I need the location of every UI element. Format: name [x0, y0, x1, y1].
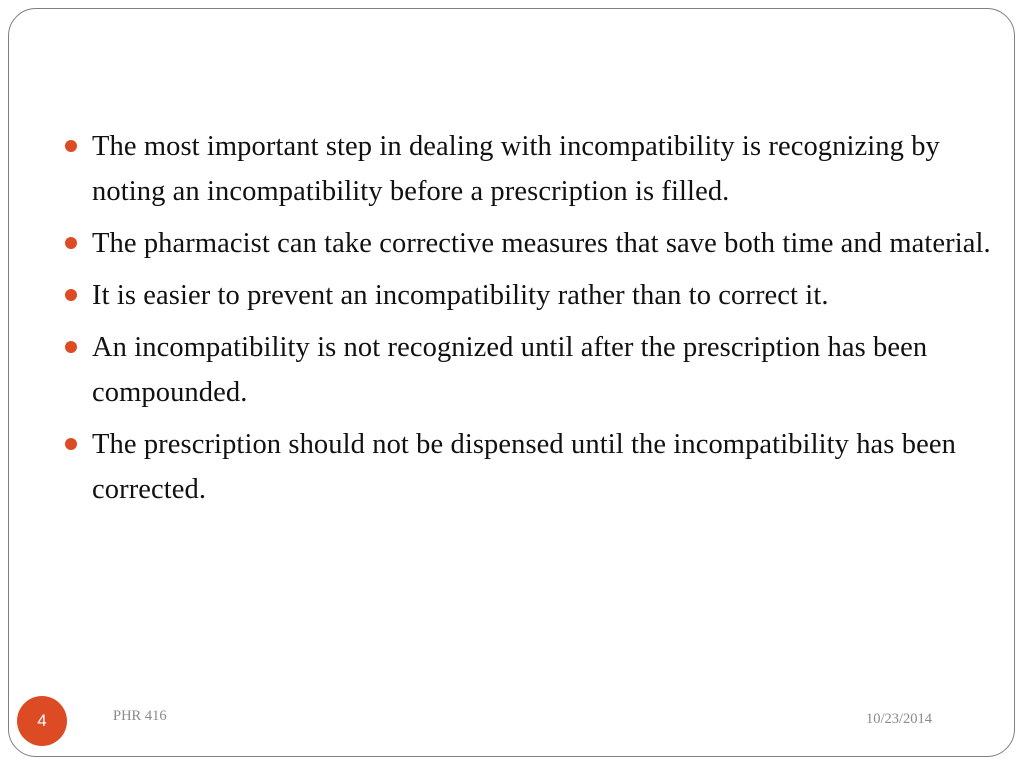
- bullet-item: [62, 221, 1002, 266]
- bullet-item: [62, 273, 1002, 318]
- bullet-item: [62, 325, 1002, 415]
- bullet-dot-icon: [65, 289, 77, 301]
- bullet-text: The most important step in dealing with incompatibility is recognizing by noting an incompatibility before a prescription is filled.: [92, 131, 940, 207]
- bullet-text: It is easier to prevent an incompatibility rather than to correct it.: [92, 280, 829, 311]
- slide-number-badge: [17, 696, 67, 746]
- slide-number: 4: [37, 711, 47, 730]
- bullet-text: The pharmacist can take corrective measures that save both time and material.: [92, 228, 991, 259]
- footer-date: 10/23/2014: [866, 711, 933, 727]
- bullet-dot-icon: [65, 237, 77, 249]
- bullet-item: [62, 422, 1002, 512]
- bullet-text: The prescription should not be dispensed until the incompatibility has been corrected.: [92, 429, 956, 505]
- footer-course-label: PHR 416: [113, 708, 167, 724]
- bullet-item: [62, 124, 1002, 214]
- bullet-text: An incompatibility is not recognized until after the prescription has been compounded.: [92, 332, 928, 408]
- bullet-dot-icon: [65, 438, 77, 450]
- bullet-dot-icon: [65, 341, 77, 353]
- bullet-dot-icon: [65, 140, 77, 152]
- bullet-list: [62, 124, 1002, 519]
